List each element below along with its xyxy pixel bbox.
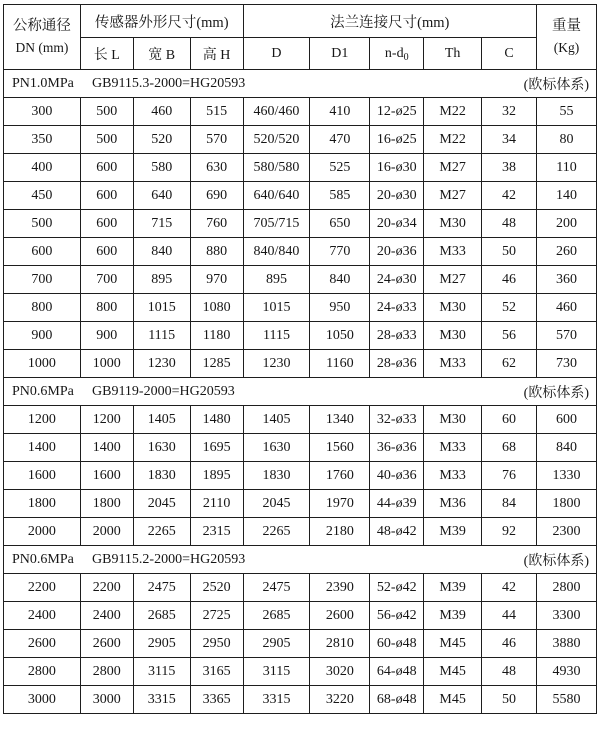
data-cell: 520/520 bbox=[243, 126, 310, 154]
data-row bbox=[4, 294, 597, 322]
data-row bbox=[4, 154, 597, 182]
data-cell: 770 bbox=[310, 238, 370, 266]
data-cell: 1115 bbox=[243, 322, 310, 350]
data-cell: 1970 bbox=[310, 490, 370, 518]
data-cell: 525 bbox=[310, 154, 370, 182]
data-cell: 1480 bbox=[190, 406, 243, 434]
data-cell: 2315 bbox=[190, 518, 243, 546]
data-cell: 1560 bbox=[310, 434, 370, 462]
section-standard-system-note: (欧标体系) bbox=[523, 385, 589, 401]
section-header-cell bbox=[4, 378, 597, 406]
data-cell: 2110 bbox=[190, 490, 243, 518]
data-cell: 500 bbox=[80, 126, 133, 154]
section-header-row bbox=[4, 546, 597, 574]
data-cell: M45 bbox=[424, 686, 482, 714]
header-flange-th: Th bbox=[424, 38, 482, 70]
data-row bbox=[4, 266, 597, 294]
data-row bbox=[4, 462, 597, 490]
data-cell: 840 bbox=[536, 434, 596, 462]
data-cell: 2800 bbox=[536, 574, 596, 602]
data-cell: M45 bbox=[424, 630, 482, 658]
data-cell: 2600 bbox=[80, 630, 133, 658]
data-cell: 1760 bbox=[310, 462, 370, 490]
data-cell: 840 bbox=[133, 238, 190, 266]
data-cell: 28-ø33 bbox=[370, 322, 424, 350]
header-nominal-diameter-line2: DN (mm) bbox=[15, 39, 69, 55]
data-cell: 44 bbox=[482, 602, 537, 630]
data-cell: 2950 bbox=[190, 630, 243, 658]
data-cell: 1180 bbox=[190, 322, 243, 350]
data-cell: 1895 bbox=[190, 462, 243, 490]
data-cell: 410 bbox=[310, 98, 370, 126]
data-cell: 52-ø42 bbox=[370, 574, 424, 602]
data-cell: M27 bbox=[424, 266, 482, 294]
data-cell: 2600 bbox=[310, 602, 370, 630]
data-cell: 700 bbox=[80, 266, 133, 294]
data-cell: 2200 bbox=[80, 574, 133, 602]
data-row bbox=[4, 630, 597, 658]
data-cell: 800 bbox=[80, 294, 133, 322]
data-cell: 140 bbox=[536, 182, 596, 210]
data-cell: 1050 bbox=[310, 322, 370, 350]
data-cell: 24-ø33 bbox=[370, 294, 424, 322]
data-cell: 690 bbox=[190, 182, 243, 210]
data-cell: 585 bbox=[310, 182, 370, 210]
data-cell: 300 bbox=[4, 98, 81, 126]
data-cell: 20-ø30 bbox=[370, 182, 424, 210]
data-cell: M22 bbox=[424, 98, 482, 126]
data-cell: 44-ø39 bbox=[370, 490, 424, 518]
header-flange-nd0-base: n-d bbox=[384, 45, 404, 61]
data-cell: 360 bbox=[536, 266, 596, 294]
section-header-row bbox=[4, 70, 597, 98]
data-cell: 650 bbox=[310, 210, 370, 238]
header-flange-c: C bbox=[482, 38, 537, 70]
data-cell: 50 bbox=[482, 238, 537, 266]
data-cell: 895 bbox=[243, 266, 310, 294]
data-cell: 900 bbox=[80, 322, 133, 350]
data-cell: M30 bbox=[424, 210, 482, 238]
data-cell: 84 bbox=[482, 490, 537, 518]
data-cell: 800 bbox=[4, 294, 81, 322]
data-cell: 3220 bbox=[310, 686, 370, 714]
data-cell: 1000 bbox=[80, 350, 133, 378]
data-cell: 62 bbox=[482, 350, 537, 378]
data-cell: 470 bbox=[310, 126, 370, 154]
data-cell: 40-ø36 bbox=[370, 462, 424, 490]
data-cell: 500 bbox=[4, 210, 81, 238]
header-row-subcolumns bbox=[4, 38, 597, 70]
data-cell: 840/840 bbox=[243, 238, 310, 266]
data-cell: 2045 bbox=[243, 490, 310, 518]
data-cell: 1200 bbox=[4, 406, 81, 434]
data-cell: 840 bbox=[310, 266, 370, 294]
data-cell: 630 bbox=[190, 154, 243, 182]
data-cell: 600 bbox=[80, 154, 133, 182]
data-cell: 1200 bbox=[80, 406, 133, 434]
data-cell: 2265 bbox=[133, 518, 190, 546]
data-cell: 1285 bbox=[190, 350, 243, 378]
data-cell: 600 bbox=[536, 406, 596, 434]
data-cell: 460/460 bbox=[243, 98, 310, 126]
section-standard-code: GB9115.2-2000=HG20593 bbox=[92, 551, 246, 567]
data-cell: 1800 bbox=[536, 490, 596, 518]
data-row bbox=[4, 602, 597, 630]
data-cell: 460 bbox=[133, 98, 190, 126]
data-cell: 950 bbox=[310, 294, 370, 322]
header-nominal-diameter bbox=[4, 5, 81, 70]
header-row-groups bbox=[4, 5, 597, 38]
data-cell: M39 bbox=[424, 518, 482, 546]
data-cell: M33 bbox=[424, 350, 482, 378]
data-cell: 48 bbox=[482, 210, 537, 238]
data-cell: 570 bbox=[190, 126, 243, 154]
data-cell: 1000 bbox=[4, 350, 81, 378]
data-cell: 730 bbox=[536, 350, 596, 378]
section-header-cell bbox=[4, 70, 597, 98]
section-header-content bbox=[4, 550, 596, 570]
section-header-content bbox=[4, 382, 596, 402]
data-cell: 3115 bbox=[133, 658, 190, 686]
data-cell: 1800 bbox=[80, 490, 133, 518]
data-cell: 42 bbox=[482, 574, 537, 602]
data-row bbox=[4, 182, 597, 210]
data-cell: 580 bbox=[133, 154, 190, 182]
data-cell: 50 bbox=[482, 686, 537, 714]
data-cell: 1115 bbox=[133, 322, 190, 350]
data-row bbox=[4, 574, 597, 602]
header-weight-line2: (Kg) bbox=[553, 39, 580, 55]
section-pressure-rating: PN0.6MPa bbox=[12, 551, 74, 567]
data-cell: 36-ø36 bbox=[370, 434, 424, 462]
data-row bbox=[4, 518, 597, 546]
data-cell: 2200 bbox=[4, 574, 81, 602]
data-cell: 2685 bbox=[133, 602, 190, 630]
data-cell: M27 bbox=[424, 154, 482, 182]
data-cell: 2400 bbox=[4, 602, 81, 630]
data-cell: 1400 bbox=[4, 434, 81, 462]
header-flange-dimensions-group: 法兰连接尺寸(mm) bbox=[243, 5, 536, 38]
data-cell: 68-ø48 bbox=[370, 686, 424, 714]
data-cell: 1630 bbox=[243, 434, 310, 462]
data-cell: M33 bbox=[424, 462, 482, 490]
section-standard-code: GB9115.3-2000=HG20593 bbox=[92, 75, 246, 91]
section-header-row bbox=[4, 378, 597, 406]
data-cell: 3000 bbox=[80, 686, 133, 714]
data-cell: 3000 bbox=[4, 686, 81, 714]
data-cell: 3365 bbox=[190, 686, 243, 714]
data-cell: 1630 bbox=[133, 434, 190, 462]
data-cell: M45 bbox=[424, 658, 482, 686]
table-body bbox=[4, 70, 597, 714]
data-row bbox=[4, 406, 597, 434]
data-cell: M36 bbox=[424, 490, 482, 518]
data-cell: 20-ø36 bbox=[370, 238, 424, 266]
data-cell: M33 bbox=[424, 238, 482, 266]
header-sensor-dimensions-group: 传感器外形尺寸(mm) bbox=[80, 5, 243, 38]
data-cell: 1695 bbox=[190, 434, 243, 462]
data-cell: 715 bbox=[133, 210, 190, 238]
data-cell: 600 bbox=[80, 238, 133, 266]
header-flange-d: D bbox=[243, 38, 310, 70]
data-cell: 46 bbox=[482, 266, 537, 294]
data-cell: 32-ø33 bbox=[370, 406, 424, 434]
data-cell: 3020 bbox=[310, 658, 370, 686]
data-cell: 2800 bbox=[4, 658, 81, 686]
data-cell: 400 bbox=[4, 154, 81, 182]
data-cell: 600 bbox=[80, 182, 133, 210]
data-cell: 1340 bbox=[310, 406, 370, 434]
data-cell: 20-ø34 bbox=[370, 210, 424, 238]
data-cell: 1830 bbox=[243, 462, 310, 490]
data-cell: 64-ø48 bbox=[370, 658, 424, 686]
data-cell: M30 bbox=[424, 322, 482, 350]
data-cell: 3115 bbox=[243, 658, 310, 686]
header-weight-line1: 重量 bbox=[551, 18, 581, 34]
data-row bbox=[4, 98, 597, 126]
data-cell: 2725 bbox=[190, 602, 243, 630]
data-cell: 2810 bbox=[310, 630, 370, 658]
data-cell: 38 bbox=[482, 154, 537, 182]
data-cell: M39 bbox=[424, 574, 482, 602]
data-cell: 32 bbox=[482, 98, 537, 126]
data-cell: 42 bbox=[482, 182, 537, 210]
data-cell: 2475 bbox=[243, 574, 310, 602]
data-row bbox=[4, 490, 597, 518]
section-header-content bbox=[4, 74, 596, 94]
section-pressure-rating: PN1.0MPa bbox=[12, 75, 74, 91]
data-cell: 1330 bbox=[536, 462, 596, 490]
data-cell: 1600 bbox=[80, 462, 133, 490]
header-flange-d1: D1 bbox=[310, 38, 370, 70]
data-cell: 1405 bbox=[133, 406, 190, 434]
data-cell: 1405 bbox=[243, 406, 310, 434]
table-header bbox=[4, 5, 597, 70]
data-cell: 68 bbox=[482, 434, 537, 462]
data-cell: 5580 bbox=[536, 686, 596, 714]
data-cell: 3300 bbox=[536, 602, 596, 630]
data-cell: 16-ø25 bbox=[370, 126, 424, 154]
data-cell: 2390 bbox=[310, 574, 370, 602]
data-cell: 1600 bbox=[4, 462, 81, 490]
section-header-cell bbox=[4, 546, 597, 574]
data-cell: 700 bbox=[4, 266, 81, 294]
data-cell: 900 bbox=[4, 322, 81, 350]
header-width-b: 宽 B bbox=[133, 38, 190, 70]
data-cell: 110 bbox=[536, 154, 596, 182]
data-cell: 2905 bbox=[243, 630, 310, 658]
data-cell: 260 bbox=[536, 238, 596, 266]
data-cell: 3315 bbox=[243, 686, 310, 714]
data-cell: 570 bbox=[536, 322, 596, 350]
section-standard-code: GB9119-2000=HG20593 bbox=[92, 383, 235, 399]
data-row bbox=[4, 322, 597, 350]
data-row bbox=[4, 434, 597, 462]
data-cell: 60 bbox=[482, 406, 537, 434]
data-cell: 56-ø42 bbox=[370, 602, 424, 630]
data-cell: 1080 bbox=[190, 294, 243, 322]
data-cell: 2000 bbox=[4, 518, 81, 546]
data-cell: 3315 bbox=[133, 686, 190, 714]
data-row bbox=[4, 686, 597, 714]
data-cell: M27 bbox=[424, 182, 482, 210]
data-row bbox=[4, 350, 597, 378]
data-row bbox=[4, 238, 597, 266]
data-cell: 880 bbox=[190, 238, 243, 266]
data-cell: 48-ø42 bbox=[370, 518, 424, 546]
section-standard-system-note: (欧标体系) bbox=[523, 77, 589, 93]
data-cell: 92 bbox=[482, 518, 537, 546]
data-row bbox=[4, 210, 597, 238]
header-length-l: 长 L bbox=[80, 38, 133, 70]
data-cell: 3165 bbox=[190, 658, 243, 686]
data-cell: 515 bbox=[190, 98, 243, 126]
data-cell: 3880 bbox=[536, 630, 596, 658]
section-pressure-rating: PN0.6MPa bbox=[12, 383, 74, 399]
data-cell: 76 bbox=[482, 462, 537, 490]
data-cell: 1230 bbox=[243, 350, 310, 378]
data-cell: 200 bbox=[536, 210, 596, 238]
data-cell: 2520 bbox=[190, 574, 243, 602]
data-cell: 34 bbox=[482, 126, 537, 154]
data-cell: 1400 bbox=[80, 434, 133, 462]
header-height-h: 高 H bbox=[190, 38, 243, 70]
data-cell: 16-ø30 bbox=[370, 154, 424, 182]
data-cell: 2400 bbox=[80, 602, 133, 630]
data-cell: 2000 bbox=[80, 518, 133, 546]
header-flange-nd0 bbox=[370, 38, 424, 70]
data-cell: 52 bbox=[482, 294, 537, 322]
header-flange-nd0-subscript: 0 bbox=[403, 51, 409, 63]
data-cell: M39 bbox=[424, 602, 482, 630]
data-cell: 450 bbox=[4, 182, 81, 210]
data-cell: 2265 bbox=[243, 518, 310, 546]
data-cell: 1830 bbox=[133, 462, 190, 490]
data-cell: 24-ø30 bbox=[370, 266, 424, 294]
data-cell: 640/640 bbox=[243, 182, 310, 210]
data-cell: 500 bbox=[80, 98, 133, 126]
data-cell: 705/715 bbox=[243, 210, 310, 238]
data-cell: 1015 bbox=[243, 294, 310, 322]
data-cell: 2300 bbox=[536, 518, 596, 546]
data-cell: 2600 bbox=[4, 630, 81, 658]
data-cell: 600 bbox=[4, 238, 81, 266]
data-cell: 895 bbox=[133, 266, 190, 294]
data-cell: 2800 bbox=[80, 658, 133, 686]
data-cell: 2180 bbox=[310, 518, 370, 546]
data-cell: 12-ø25 bbox=[370, 98, 424, 126]
data-row bbox=[4, 658, 597, 686]
data-cell: M33 bbox=[424, 434, 482, 462]
data-cell: M30 bbox=[424, 406, 482, 434]
data-cell: 640 bbox=[133, 182, 190, 210]
data-cell: 55 bbox=[536, 98, 596, 126]
data-cell: 520 bbox=[133, 126, 190, 154]
data-cell: 460 bbox=[536, 294, 596, 322]
data-cell: 48 bbox=[482, 658, 537, 686]
data-cell: M30 bbox=[424, 294, 482, 322]
section-standard-system-note: (欧标体系) bbox=[523, 553, 589, 569]
data-cell: 1230 bbox=[133, 350, 190, 378]
header-nominal-diameter-line1: 公称通径 bbox=[12, 18, 71, 34]
header-weight bbox=[536, 5, 596, 70]
data-cell: 1800 bbox=[4, 490, 81, 518]
data-cell: 80 bbox=[536, 126, 596, 154]
data-cell: 2475 bbox=[133, 574, 190, 602]
data-cell: 28-ø36 bbox=[370, 350, 424, 378]
data-cell: 56 bbox=[482, 322, 537, 350]
data-cell: 60-ø48 bbox=[370, 630, 424, 658]
data-cell: 46 bbox=[482, 630, 537, 658]
data-cell: 4930 bbox=[536, 658, 596, 686]
data-cell: 1015 bbox=[133, 294, 190, 322]
data-cell: 760 bbox=[190, 210, 243, 238]
data-cell: 580/580 bbox=[243, 154, 310, 182]
data-cell: 600 bbox=[80, 210, 133, 238]
data-cell: 1160 bbox=[310, 350, 370, 378]
spec-table bbox=[3, 4, 597, 714]
data-cell: 350 bbox=[4, 126, 81, 154]
data-cell: 2685 bbox=[243, 602, 310, 630]
data-cell: 2905 bbox=[133, 630, 190, 658]
data-cell: 2045 bbox=[133, 490, 190, 518]
data-cell: M22 bbox=[424, 126, 482, 154]
data-cell: 970 bbox=[190, 266, 243, 294]
data-row bbox=[4, 126, 597, 154]
